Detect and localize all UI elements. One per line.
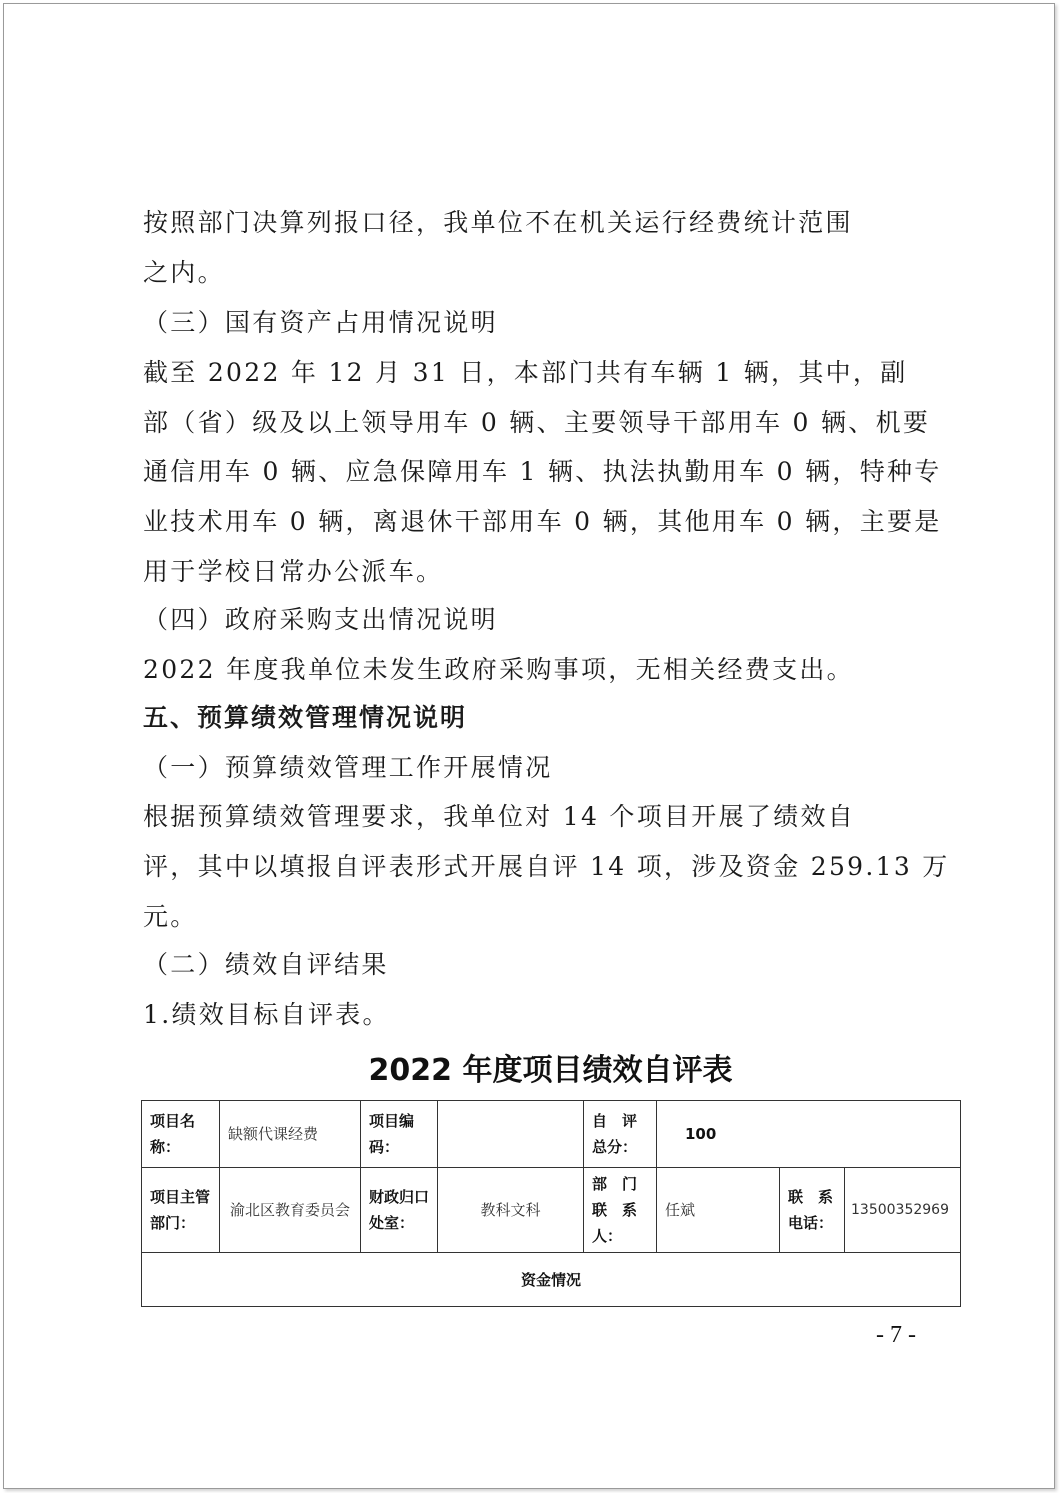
section-heading: （一）预算绩效管理工作开展情况 bbox=[143, 753, 553, 782]
score-label: 自 评总分： bbox=[584, 1101, 657, 1168]
paragraph-line: 根据预算绩效管理要求，我单位对 14 个项目开展了绩效自 bbox=[143, 802, 856, 831]
project-name-value: 缺额代课经费 bbox=[220, 1101, 361, 1168]
section-heading: （二）绩效自评结果 bbox=[143, 950, 389, 979]
project-code-label: 项目编码： bbox=[361, 1101, 438, 1168]
dept-value: 渝北区教育委员会 bbox=[220, 1168, 361, 1253]
contact-label: 部 门联 系人： bbox=[584, 1168, 657, 1253]
section-heading: （四）政府采购支出情况说明 bbox=[143, 605, 498, 634]
finance-label: 财政归口 处室： bbox=[361, 1168, 438, 1253]
paragraph-line: 用于学校日常办公派车。 bbox=[143, 557, 444, 586]
dept-label: 项目主管 部门： bbox=[142, 1168, 220, 1253]
finance-value: 教科文科 bbox=[438, 1168, 584, 1253]
paragraph-line: 之内。 bbox=[143, 258, 225, 287]
paragraph-line: 业技术用车 0 辆，离退休干部用车 0 辆，其他用车 0 辆，主要是 bbox=[143, 507, 942, 536]
section-heading: （三）国有资产占用情况说明 bbox=[143, 308, 498, 337]
project-name-label: 项目名称： bbox=[142, 1101, 220, 1168]
funds-header: 资金情况 bbox=[142, 1253, 961, 1307]
paragraph-line: 元。 bbox=[143, 902, 198, 931]
evaluation-table bbox=[141, 1100, 961, 1307]
score-value: 100 bbox=[657, 1101, 961, 1168]
chapter-heading: 五、预算绩效管理情况说明 bbox=[143, 703, 468, 732]
paragraph-line: 2022 年度我单位未发生政府采购事项，无相关经费支出。 bbox=[143, 655, 854, 684]
phone-value: 13500352969 bbox=[845, 1168, 961, 1253]
page-number: - 7 - bbox=[876, 1322, 916, 1348]
table-row bbox=[142, 1253, 961, 1307]
table-row bbox=[142, 1101, 961, 1168]
paragraph-line: 按照部门决算列报口径，我单位不在机关运行经费统计范围 bbox=[143, 208, 853, 237]
paragraph-line: 评，其中以填报自评表形式开展自评 14 项，涉及资金 259.13 万 bbox=[143, 852, 950, 881]
paragraph-line: 部（省）级及以上领导用车 0 辆、主要领导干部用车 0 辆、机要 bbox=[143, 408, 931, 437]
phone-label: 联 系电话： bbox=[780, 1168, 845, 1253]
contact-value: 任斌 bbox=[657, 1168, 780, 1253]
project-code-value bbox=[438, 1101, 584, 1168]
table-row bbox=[142, 1168, 961, 1253]
table-title: 2022 年度项目绩效自评表 bbox=[368, 1053, 733, 1088]
paragraph-line: 截至 2022 年 12 月 31 日，本部门共有车辆 1 辆，其中，副 bbox=[143, 358, 908, 387]
paragraph-line: 通信用车 0 辆、应急保障用车 1 辆、执法执勤用车 0 辆，特种专 bbox=[143, 457, 942, 486]
paragraph-line: 1.绩效目标自评表。 bbox=[143, 1000, 390, 1029]
